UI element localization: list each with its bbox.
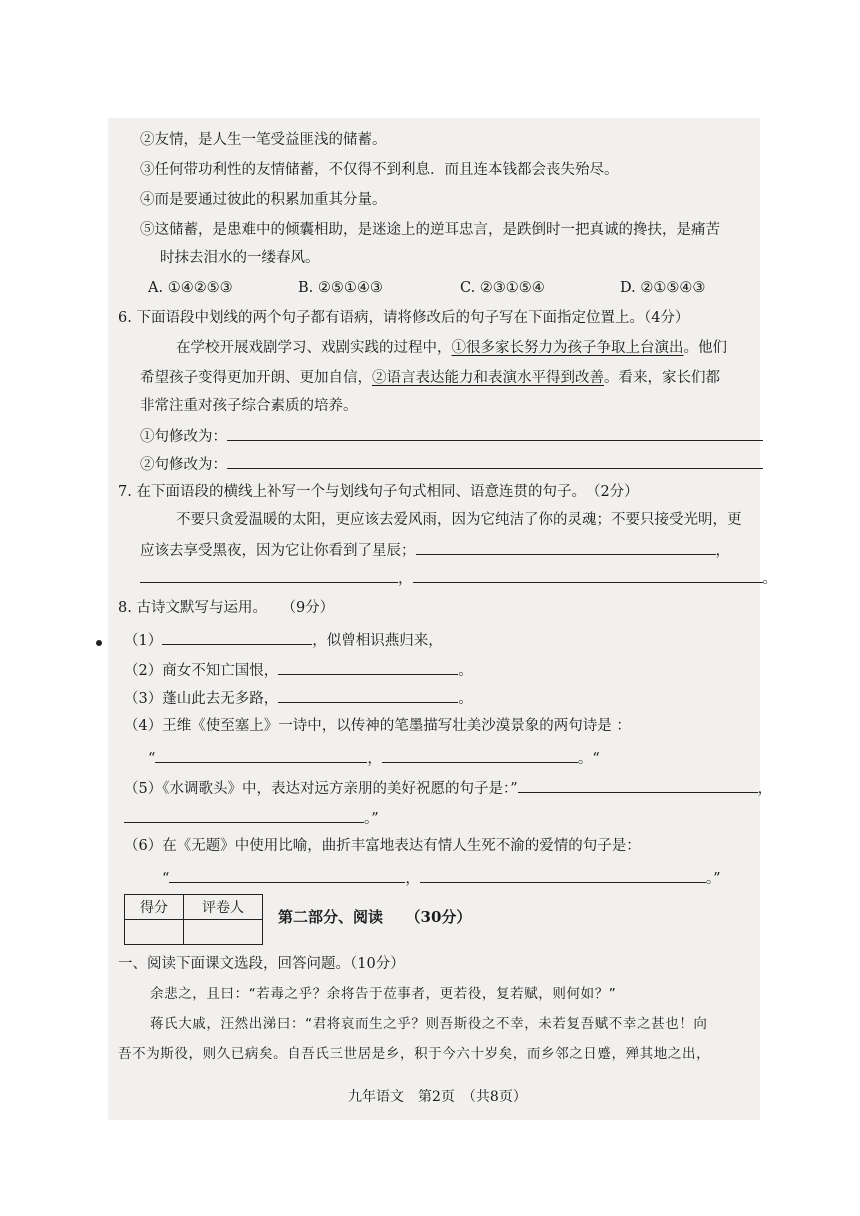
q8-comma: ， [757,781,773,797]
q8-comma: ， [405,871,420,887]
reading-stem: 一、阅读下面课文选段，回答问题。（10分） [118,956,405,972]
q8-blank-5b[interactable] [124,806,364,823]
q6-stem: 6. 下面语段中划线的两个句子都有语病，请将修改后的句子写在下面指定位置上。（4分） [118,310,690,326]
item-num-1: （1） [124,633,163,649]
q8-blank-6a[interactable] [169,866,405,883]
sentence-5-line2: 时抹去泪水的一缕春风。 [160,250,320,266]
q8-blank-4b[interactable] [382,746,578,763]
score-header: 得分 [125,895,184,920]
q8-item-4: （4）王维《使至塞上》一诗中，以传神的笔墨描写壮美沙漠景象的两句诗是 ： [124,718,631,734]
q6-answer-2 [140,452,763,475]
q5-options [148,278,705,298]
sentence-2: ②友情，是人生一笔受益匪浅的储蓄。 [140,132,387,148]
q8-item-5 [124,776,772,799]
option-b[interactable]: B. ②⑤①④③ [298,280,383,296]
q6-para-line3: 非常注重对孩子综合素质的培养。 [140,398,358,414]
reading-line-2: 蒋氏大戚，汪然出涕曰：“君将哀而生之乎？则吾斯役之不幸，未若复吾赋不幸之甚也！向 [150,1016,708,1032]
q7-para-line1: 不要只贪爱温暖的太阳，更应该去爱风雨，因为它纯洁了你的灵魂；不要只接受光明，更 [176,512,742,528]
answer-blank-2[interactable] [227,452,763,469]
grader-header: 评卷人 [184,895,263,920]
q7-stem: 7. 在下面语段的横线上补写一个与划线句子句式相同、语意连贯的句子。 （2分） [118,484,639,500]
q7-comma: ， [398,571,413,587]
option-c[interactable]: C. ②③①⑤④ [460,280,545,296]
q7-blank-1[interactable] [416,538,716,555]
q8-item-2 [124,658,473,681]
q8-blank-3[interactable] [278,686,458,703]
sentence-4: ④而是要通过彼此的积累加重其分量。 [140,192,387,208]
q8-item-4-answer [148,746,600,769]
quote-mid: 。“ [577,751,600,767]
quote-open: “ [162,871,170,887]
reading-line-1: 余悲之，且曰：“若毒之乎？余将告于莅事者，更若役，复若赋，则何如？” [150,986,617,1002]
q8-blank-1[interactable] [162,628,312,645]
sentence-3: ③任何带功利性的友情储蓄，不仅得不到利息．而且连本钱都会丧失殆尽。 [140,162,619,178]
q8-item-6: （6）在《无题》中使用比喻，曲折丰富地表达有情人生死不渝的爱情的句子是： [124,838,641,854]
q7-para-line2 [140,538,730,561]
score-table [124,894,263,945]
underlined-sentence-1: ①很多家长努力为孩子争取上台演出 [451,340,684,356]
q7-comma: ， [715,543,730,559]
q8-blank-6b[interactable] [420,866,706,883]
q6-text: 希望孩子变得更加开朗、更加自信， [140,370,372,386]
q7-period: 。 [762,571,777,587]
page-footer: 九年语文 第2页 （共8页） [348,1089,527,1105]
q8-text: （3）蓬山此去无多路， [124,691,279,707]
answer-label-2: ②句修改为： [140,457,227,473]
q8-blank-2[interactable] [278,658,458,675]
q8-text: （5）《水调歌头》中，表达对远方亲朋的美好祝愿的句子是：” [124,781,518,797]
ink-spot [96,640,102,646]
score-cell[interactable] [125,920,184,945]
q8-item-1 [124,628,443,651]
q8-text: ，似曾相识燕归来， [312,633,443,649]
quote-close: 。” [364,811,379,827]
grader-cell[interactable] [184,920,263,945]
answer-blank-1[interactable] [227,424,763,441]
q6-para-line1 [176,338,727,358]
q6-text: 。看来，家长们都 [604,370,720,386]
option-d[interactable]: D. ②①⑤④③ [620,280,706,296]
q8-comma: ， [367,751,382,767]
q6-text: 。他们 [683,340,727,356]
q7-blank-3[interactable] [413,566,763,583]
q6-para-line2 [140,368,720,388]
reading-line-3: 吾不为斯役，则久已病矣。自吾氏三世居是乡，积于今六十岁矣，而乡邻之日蹙，殚其地之出， [118,1046,711,1062]
q8-stem: 8. 古诗文默写与运用。 （9分） [118,600,335,616]
q8-item-6-answer [162,866,721,889]
q6-text: 在学校开展戏剧学习、戏剧实践的过程中， [176,340,452,356]
quote-close: 。” [705,871,721,887]
q7-blank-2[interactable] [140,566,398,583]
q6-answer-1 [140,424,763,447]
option-a[interactable]: A. ①④②⑤③ [148,280,233,296]
sentence-5-line1: ⑤这储蓄，是患难中的倾囊相助，是迷途上的逆耳忠言，是跌倒时一把真诚的搀扶，是痛苦 [140,222,720,238]
q8-item-3 [124,686,473,709]
underlined-sentence-2: ②语言表达能力和表演水平得到改善 [372,370,604,386]
q8-period: 。 [458,691,473,707]
q8-blank-4a[interactable] [155,746,367,763]
q8-period: 。 [458,663,473,679]
q7-para-line3 [140,566,777,589]
answer-label-1: ①句修改为： [140,429,227,445]
q8-text: （2）商女不知亡国恨， [124,663,279,679]
q7-text: 应该去享受黑夜，因为它让你看到了星辰； [140,543,416,559]
q8-blank-5a[interactable] [518,776,758,793]
part-2-title: 第二部分、阅读 （30分） [278,908,472,926]
q8-item-5-cont [124,806,379,829]
quote-open: “ [148,751,156,767]
